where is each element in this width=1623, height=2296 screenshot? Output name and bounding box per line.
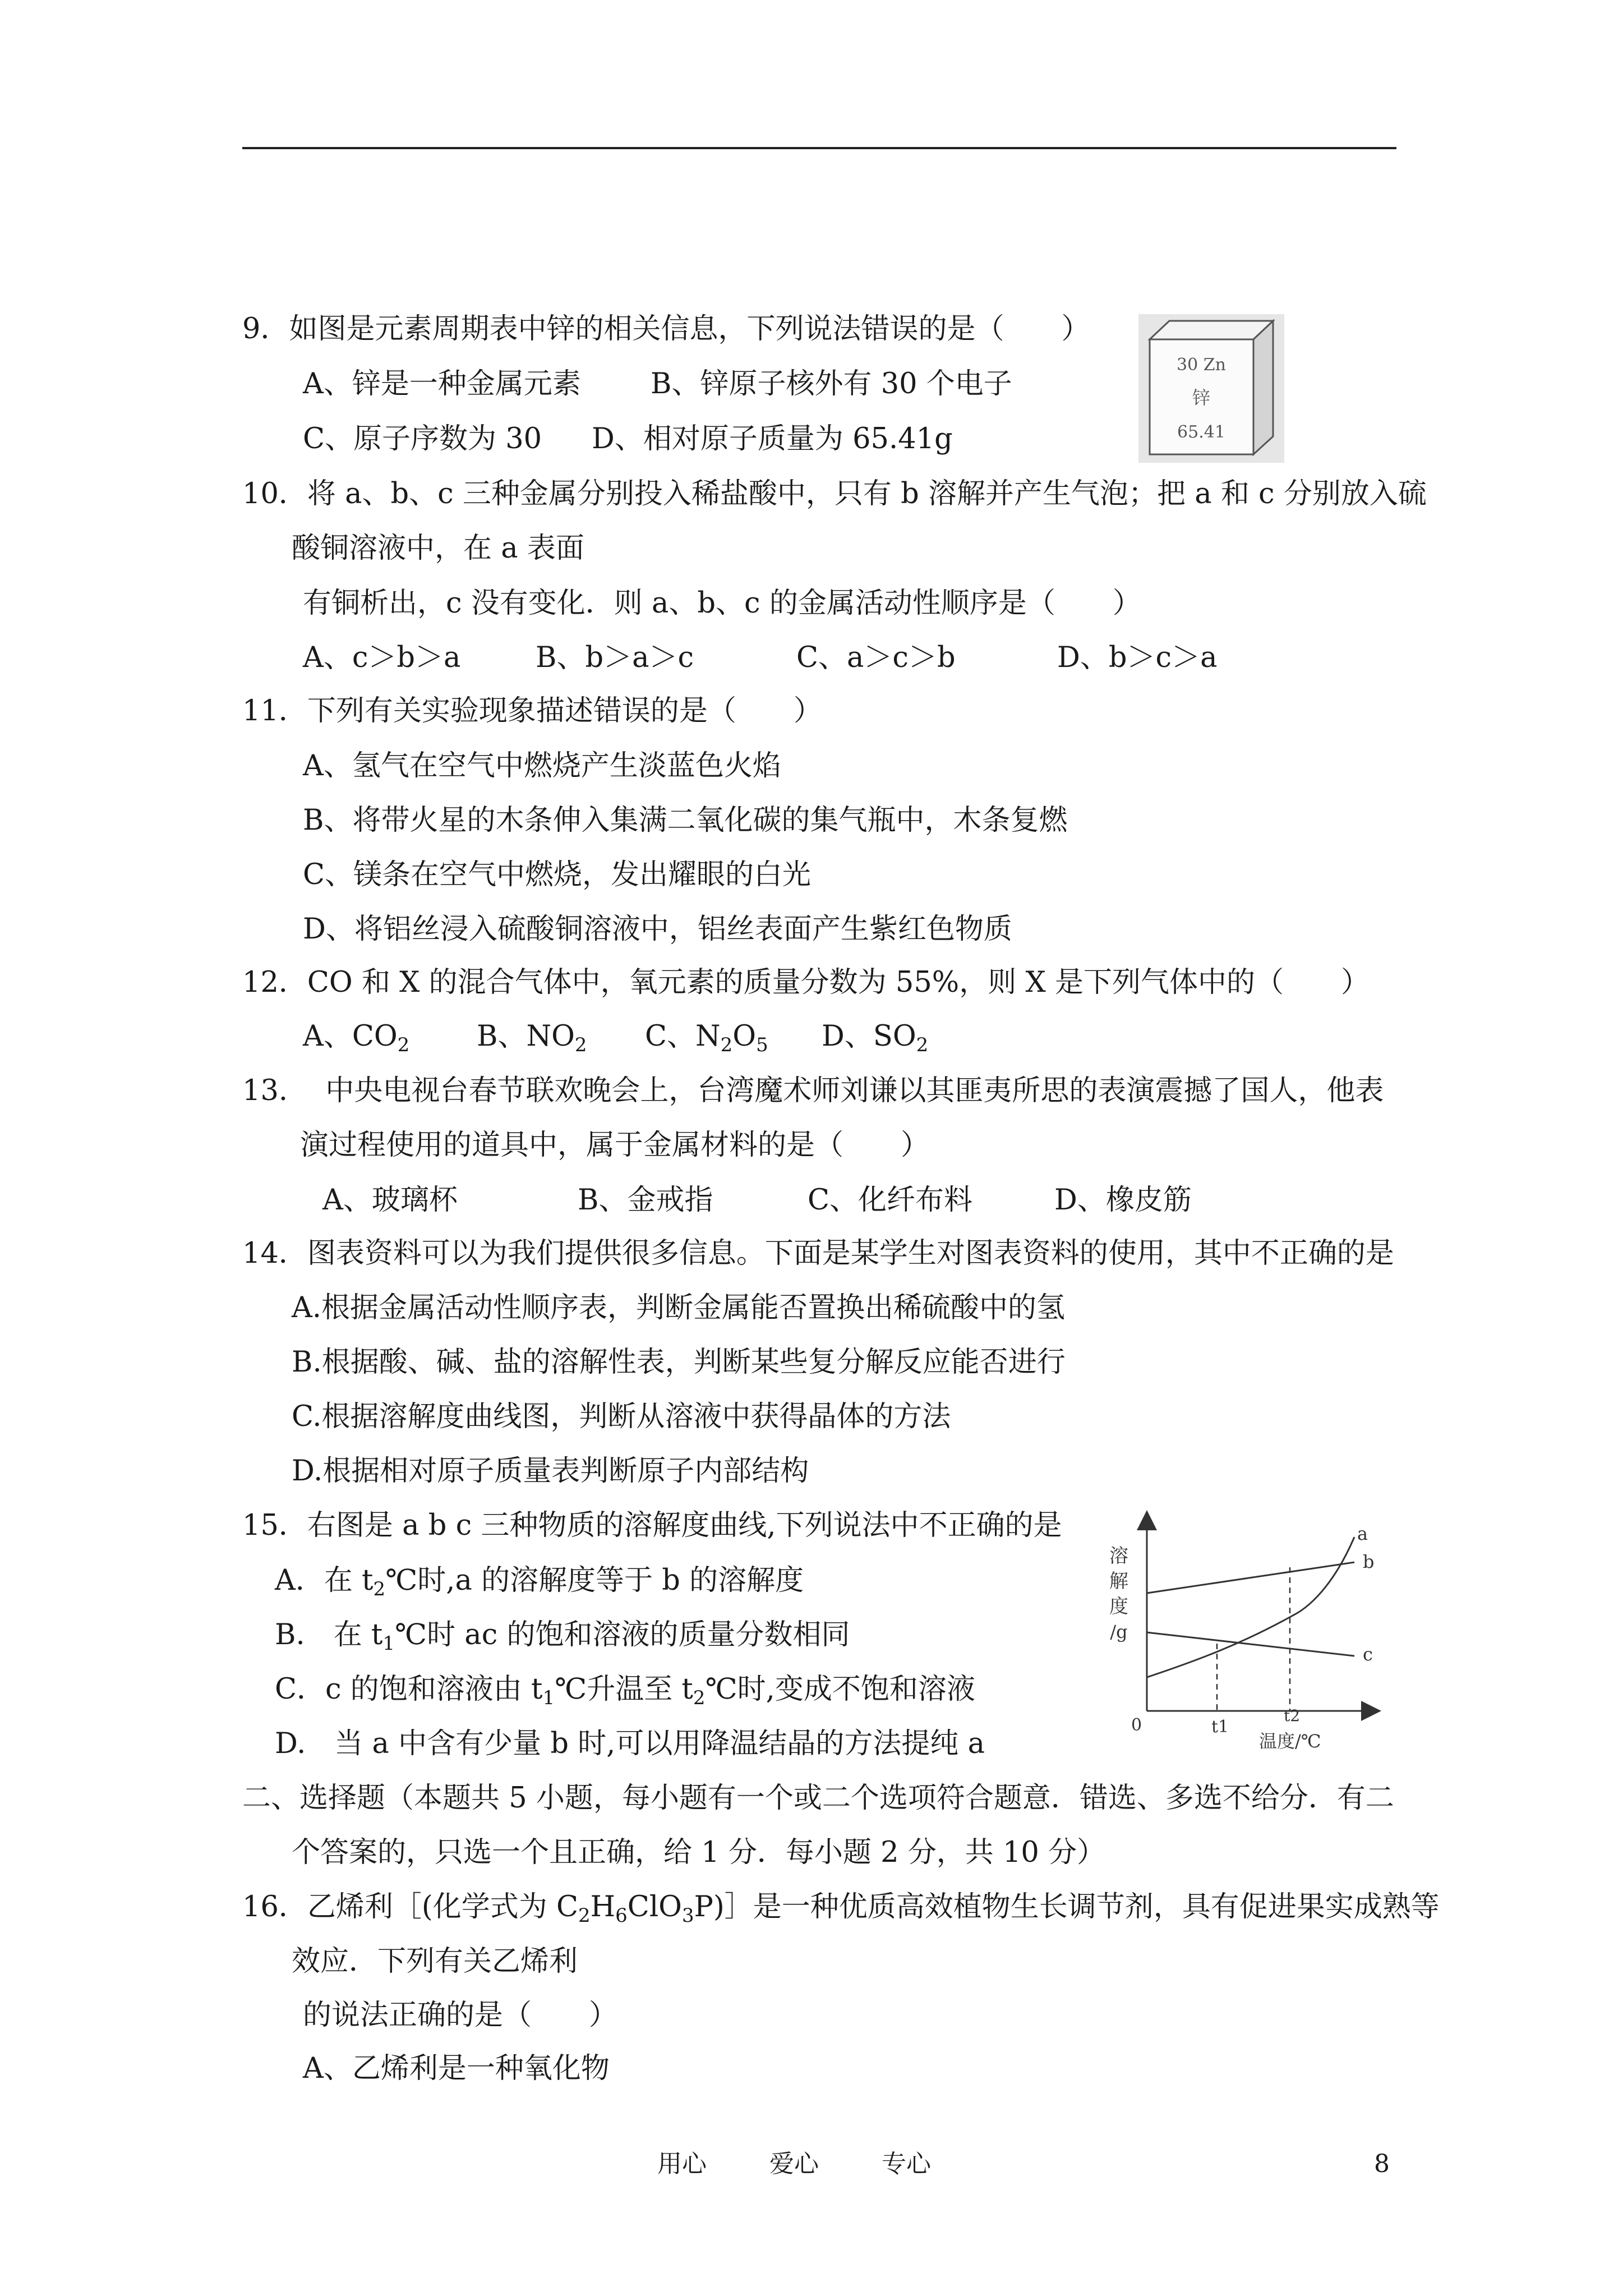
q9-option-c: C、原子序数为 30 xyxy=(303,422,542,455)
q11-option-a: A、氢气在空气中燃烧产生淡蓝色火焰 xyxy=(303,749,781,783)
zinc-element-figure xyxy=(1138,314,1284,463)
line-c xyxy=(1147,1632,1354,1656)
curve-a xyxy=(1147,1537,1354,1677)
footer-motto-1: 用心 xyxy=(657,2150,707,2178)
q13-option-b: B、金戒指 xyxy=(578,1184,713,1217)
q11-option-c: C、镁条在空气中燃烧，发出耀眼的白光 xyxy=(303,858,811,891)
y-label-char-3: 度 xyxy=(1109,1595,1128,1618)
q14-option-c: C.根据溶解度曲线图，判断从溶液中获得晶体的方法 xyxy=(292,1400,951,1433)
q12-option-d: D、$SO_2$ xyxy=(822,1020,929,1056)
header-rule xyxy=(242,147,1396,149)
curve-c-label: c xyxy=(1363,1644,1373,1665)
origin-label: 0 xyxy=(1131,1715,1142,1735)
q9-option-d: D、相对原子质量为 65.41g xyxy=(592,422,953,455)
q16-option-a: A、乙烯利是一种氧化物 xyxy=(303,2052,610,2085)
page-number: 8 xyxy=(1374,2150,1390,2178)
t2-label: t2 xyxy=(1284,1706,1301,1725)
q10-line3: 有铜析出，c 没有变化．则 a、b、c 的金属活动性顺序是（ ） xyxy=(303,587,1141,620)
section2-line2: 个答案的，只选一个且正确，给 1 分．每小题 2 分，共 10 分） xyxy=(292,1836,1106,1869)
q15-option-b: B. 在 $t_1℃$时 ac 的饱和溶液的质量分数相同 xyxy=(275,1618,850,1655)
y-label-char-1: 溶 xyxy=(1109,1545,1128,1567)
q10-option-d: D、b＞c＞a xyxy=(1057,641,1218,674)
q15-stem: 15．右图是 a b c 三种物质的溶解度曲线,下列说法中不正确的是 xyxy=(242,1509,1062,1542)
q16-line1: 16．乙烯利［(化学式为 $C_2H_6ClO_3P)]$是一种优质高效植物生长调节剂，具有促进果实成熟等 xyxy=(242,1890,1440,1927)
q15-option-c: C．c 的饱和溶液由 $t_1℃$升温至 $t_2℃$时,变成不饱和溶液 xyxy=(275,1673,975,1709)
q13-line2: 演过程使用的道具中，属于金属材料的是（ ） xyxy=(300,1129,930,1162)
q15-option-a: A．在 $t_2℃$时,a 的溶解度等于 b 的溶解度 xyxy=(275,1564,804,1600)
q11-stem: 11．下列有关实验现象描述错误的是（ ） xyxy=(242,694,822,728)
t1-label: t1 xyxy=(1211,1717,1229,1737)
q10-option-c: C、a＞c＞b xyxy=(796,641,956,674)
q16-line3: 的说法正确的是（ ） xyxy=(303,1999,618,2032)
zinc-name: 锌 xyxy=(1192,387,1211,408)
q9-stem: 9．如图是元素周期表中锌的相关信息，下列说法错误的是（ ） xyxy=(242,312,1090,346)
q13-line1: 13. 中央电视台春节联欢晚会上，台湾魔术师刘谦以其匪夷所思的表演震撼了国人，他表 xyxy=(242,1074,1384,1107)
q12-option-c: C、$N_2O_5$ xyxy=(645,1020,768,1056)
q10-line2: 酸铜溶液中，在 a 表面 xyxy=(292,532,584,565)
q10-option-b: B、b＞a＞c xyxy=(536,641,694,674)
section2-line1: 二、选择题（本题共 5 小题，每小题有一个或二个选项符合题意．错选、多选不给分．有二 xyxy=(242,1782,1394,1815)
q13-option-a: A、玻璃杯 xyxy=(322,1184,458,1217)
q11-option-b: B、将带火星的木条伸入集满二氧化碳的集气瓶中，木条复燃 xyxy=(303,804,1068,837)
q12-option-a: A、$CO_2$ xyxy=(303,1020,410,1056)
footer-motto-2: 爱心 xyxy=(769,2150,819,2178)
q9-option-a: A、锌是一种金属元素 xyxy=(303,367,581,401)
q14-option-b: B.根据酸、碱、盐的溶解性表，判断某些复分解反应能否进行 xyxy=(292,1346,1066,1379)
footer-motto-3: 专心 xyxy=(882,2150,931,2178)
zinc-mass: 65.41 xyxy=(1177,422,1225,442)
q10-option-a: A、c＞b＞a xyxy=(303,641,461,674)
q9-option-b: B、锌原子核外有 30 个电子 xyxy=(651,367,1012,401)
q11-option-d: D、将铝丝浸入硫酸铜溶液中，铝丝表面产生紫红色物质 xyxy=(303,913,1012,946)
x-axis-label: 温度/℃ xyxy=(1259,1731,1321,1752)
q14-option-a: A.根据金属活动性顺序表，判断金属能否置换出稀硫酸中的氢 xyxy=(292,1291,1066,1324)
q12-stem: 12．CO 和 X 的混合气体中，氧元素的质量分数为 55%，则 X 是下列气体中的（ ） xyxy=(242,966,1370,999)
q10-line1: 10．将 a、b、c 三种金属分别投入稀盐酸中，只有 b 溶解并产生气泡；把 a 和 c 分别放入硫 xyxy=(242,477,1427,510)
solubility-curve-figure xyxy=(1102,1509,1416,1756)
q15-option-d: D. 当 a 中含有少量 b 时,可以用降温结晶的方法提纯 a xyxy=(275,1727,985,1760)
q12-option-b: B、$NO_2$ xyxy=(477,1020,587,1056)
q16-line2: 效应．下列有关乙烯利 xyxy=(292,1945,578,1978)
q13-option-d: D、橡皮筋 xyxy=(1054,1184,1192,1217)
y-label-char-2: 解 xyxy=(1109,1570,1128,1593)
q13-option-c: C、化纤布料 xyxy=(808,1184,973,1217)
y-label-char-4: /g xyxy=(1110,1621,1128,1642)
zinc-number-symbol: 30 Zn xyxy=(1177,355,1226,375)
q14-option-d: D.根据相对原子质量表判断原子内部结构 xyxy=(292,1455,809,1488)
curve-a-label: a xyxy=(1357,1523,1368,1544)
q14-stem: 14．图表资料可以为我们提供很多信息。下面是某学生对图表资料的使用，其中不正确的是 xyxy=(242,1237,1394,1270)
curve-b-label: b xyxy=(1363,1551,1375,1572)
